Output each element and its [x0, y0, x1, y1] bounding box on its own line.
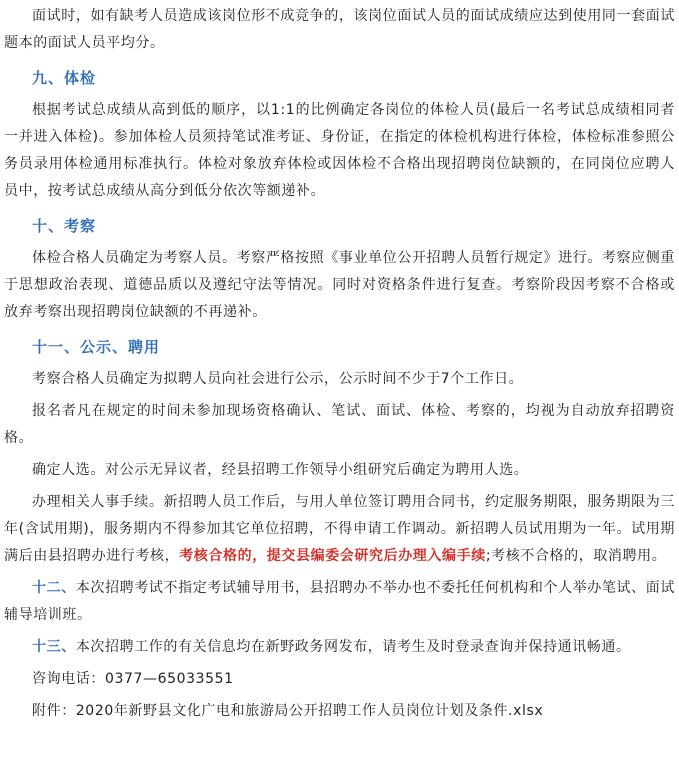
procedures-text-after: ;考核不合格的，取消聘用。	[485, 548, 667, 564]
section-13-body: 本次招聘工作的有关信息均在新野政务网发布，请考生及时登录查询并保持通讯畅通。	[75, 639, 631, 655]
procedures-highlight-text: 考核合格的，提交县编委会研究后办理入编手续	[179, 548, 486, 564]
section-11-para-forfeit: 报名者凡在规定的时间未参加现场资格确认、笔试、面试、体检、考察的，均视为自动放弃招聘资格。	[4, 403, 675, 446]
section-9-body: 根据考试总成绩从高到低的顺序，以1:1的比例确定各岗位的体检人员(最后一名考试总成绩相同者一并进入体检)。参加体检人员须持笔试准考证、身份证，在指定的体检机构进行体检，体检标准参照公务员录用体检通用标准执行。体检对象放弃体检或因体检不合格出现招聘岗位缺额的，在同岗位应聘人员中，按考试总成绩从高分到低分依次等额递补。	[4, 102, 675, 199]
section-11-para-publicity: 考察合格人员确定为拟聘人员向社会进行公示，公示时间不少于7个工作日。	[32, 371, 524, 387]
section-12-paragraph	[4, 575, 675, 629]
section-11-para-selection: 确定人选。对公示无异议者，经县招聘工作领导小组研究后确定为聘用人选。	[32, 462, 529, 478]
contact-phone: 咨询电话：0377—65033551	[32, 671, 234, 687]
section-11-heading: 十一、公示、聘用	[32, 338, 161, 356]
section-13-paragraph	[4, 634, 675, 661]
section-10-heading: 十、考察	[32, 217, 97, 235]
attachment-link[interactable]: 附件：2020年新野县文化广电和旅游局公开招聘工作人员岗位计划及条件.xlsx	[32, 703, 544, 719]
intro-paragraph: 面试时，如有缺考人员造成该岗位形不成竞争的，该岗位面试人员的面试成绩应达到使用同一套面试题本的面试人员平均分。	[4, 8, 675, 51]
section-9-heading: 九、体检	[32, 69, 97, 87]
procedures-text-before: 办理相关人事手续。新招聘人员工作后，与用人单位签订聘用合同书，约定服务期限，服务期限为三年(含试用期)，服务期内不得参加其它单位招聘，不得申请工作调动。新招聘人员试用期为一年。试用期满后由县招聘办进行考核，	[4, 494, 675, 564]
section-12-body: 本次招聘考试不指定考试辅导用书，县招聘办不举办也不委托任何机构和个人举办笔试、面试辅导培训班。	[4, 580, 675, 623]
section-11-para-procedures	[4, 489, 675, 570]
section-13-heading: 十三、	[32, 639, 76, 655]
section-12-heading: 十二、	[32, 580, 76, 596]
section-10-body: 体检合格人员确定为考察人员。考察严格按照《事业单位公开招聘人员暂行规定》进行。考察应侧重于思想政治表现、道德品质以及遵纪守法等情况。同时对资格条件进行复查。考察阶段因考察不合格或放弃考察出现招聘岗位缺额的不再递补。	[4, 250, 675, 320]
